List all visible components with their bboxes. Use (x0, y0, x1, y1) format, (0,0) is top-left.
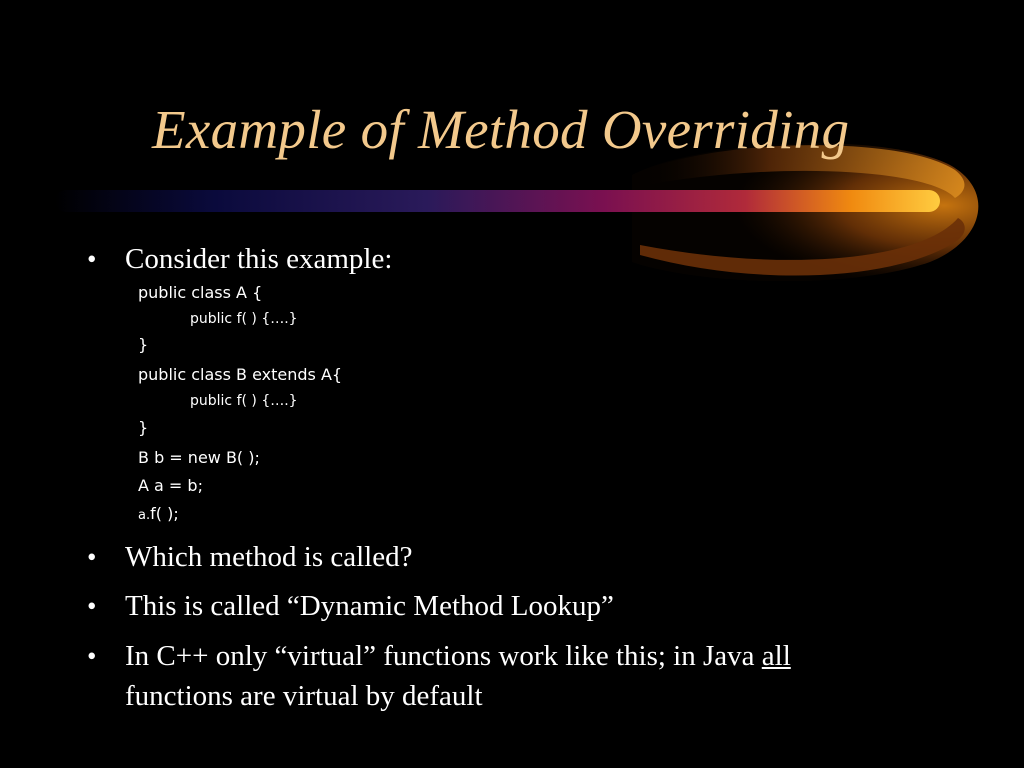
code-line (138, 503, 179, 527)
bullet-which-method: Which method is called? (125, 541, 413, 573)
bullet-consider: Consider this example: (125, 243, 393, 275)
code-line: public class A { (138, 283, 263, 302)
code-line: } (138, 418, 149, 437)
bullet-cpp-java (125, 638, 791, 674)
bullet-marker: • (87, 591, 97, 621)
bullet-cpp-java-continued: functions are virtual by default (125, 680, 483, 712)
bullet-marker: • (87, 244, 97, 274)
code-fragment: a. (138, 508, 151, 523)
bullet-marker: • (87, 542, 97, 572)
code-line: } (138, 335, 149, 354)
bullet-dynamic-lookup: This is called “Dynamic Method Lookup” (125, 590, 614, 622)
underlined-all: all (761, 640, 791, 672)
code-line: public class B extends A{ (138, 365, 343, 384)
bullet-text: In C++ only “virtual” functions work like this; in Java (125, 640, 755, 672)
code-fragment: f( ); (150, 504, 179, 523)
code-line: B b = new B( ); (138, 448, 260, 467)
code-line: A a = b; (138, 476, 203, 495)
code-line: public f( ) {….} (190, 393, 298, 409)
bullet-marker: • (87, 641, 97, 671)
slide-title: Example of Method Overriding (152, 99, 850, 160)
code-line: public f( ) {….} (190, 311, 298, 327)
